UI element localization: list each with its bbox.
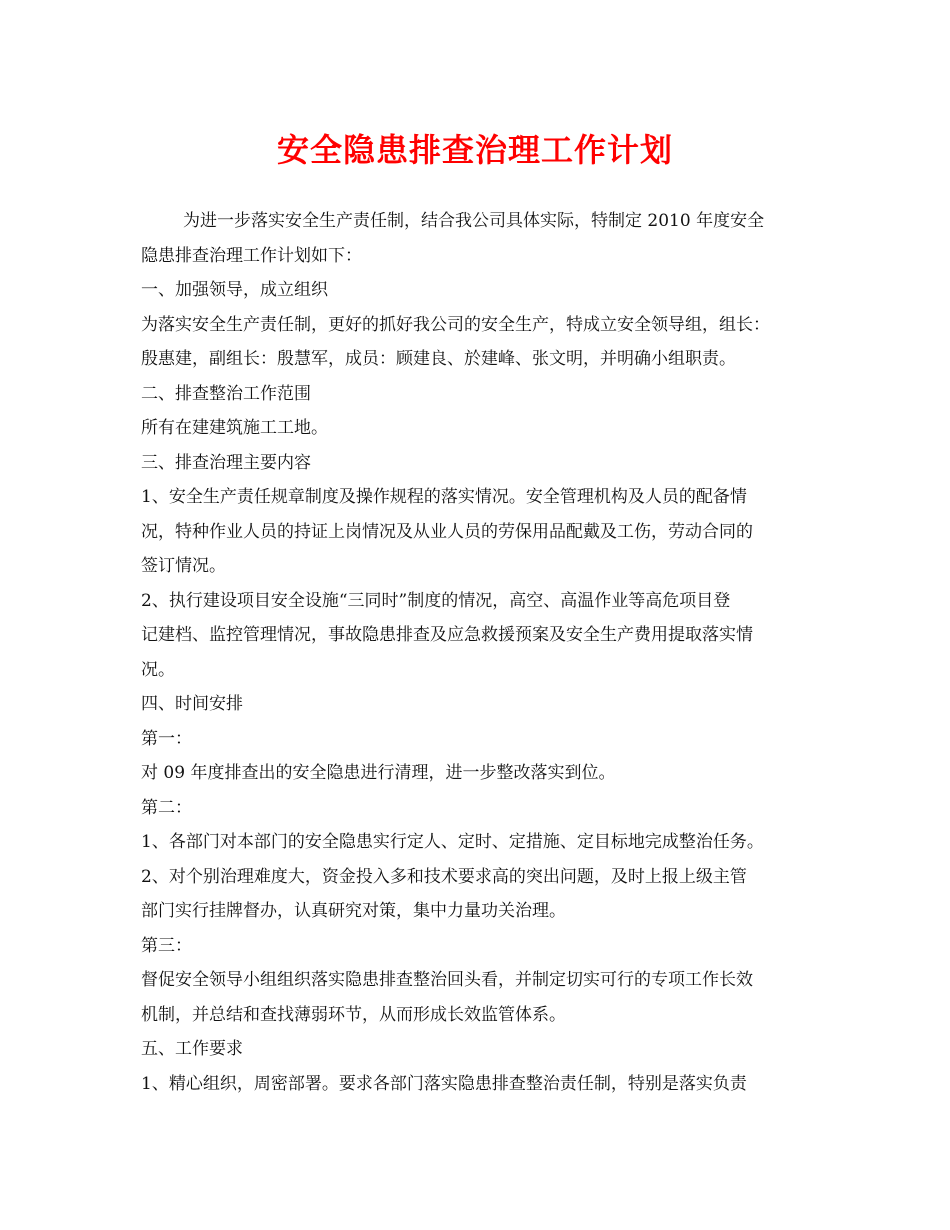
paragraph-line: 1、各部门对本部门的安全隐患实行定人、定时、定措施、定目标地完成整治任务。: [141, 832, 764, 852]
paragraph-line: 部门实行挂牌督办，认真研究对策，集中力量功关治理。: [141, 901, 566, 921]
paragraph-line: 2、执行建设项目安全设施“三同时”制度的情况，高空、高温作业等高危项目登: [141, 590, 731, 611]
section-heading: 四、时间安排: [141, 694, 243, 714]
paragraph-line: 2、对个别治理难度大，资金投入多和技术要求高的突出问题，及时上报上级主管: [141, 866, 747, 887]
paragraph-line: 为进一步落实安全生产责任制，结合我公司具体实际，特制定 2010 年度安全: [183, 211, 765, 231]
paragraph-line: 1、安全生产责任规章制度及操作规程的落实情况。安全管理机构及人员的配备情: [141, 487, 747, 507]
paragraph-line: 记建档、监控管理情况，事故隐患排查及应急救援预案及安全生产费用提取落实情: [141, 625, 753, 645]
paragraph-line: 签订情况。: [141, 556, 226, 576]
section-heading: 三、排查治理主要内容: [141, 452, 311, 473]
paragraph-line: 为落实安全生产责任制，更好的抓好我公司的安全生产，特成立安全领导组，组长：: [141, 314, 770, 335]
paragraph-line: 1、精心组织，周密部署。要求各部门落实隐患排查整治责任制，特别是落实负责: [141, 1073, 747, 1094]
subheading: 第一：: [141, 728, 192, 749]
section-heading: 五、工作要求: [141, 1039, 243, 1059]
paragraph-line: 况，特种作业人员的持证上岗情况及从业人员的劳保用品配戴及工伤，劳动合同的: [141, 521, 753, 542]
paragraph-line: 所有在建建筑施工工地。: [141, 418, 328, 438]
section-heading: 二、排查整治工作范围: [141, 383, 311, 404]
section-heading: 一、加强领导，成立组织: [141, 280, 328, 300]
subheading: 第二：: [141, 797, 192, 818]
paragraph-line: 殷惠建，副组长：殷慧军，成员：顾建良、於建峰、张文明，并明确小组职责。: [141, 349, 736, 369]
paragraph-line: 隐患排查治理工作计划如下：: [141, 245, 362, 266]
document-title: 安全隐患排查治理工作计划: [276, 131, 673, 169]
paragraph-line: 督促安全领导小组组织落实隐患排查整治回头看，并制定切实可行的专项工作长效: [141, 970, 753, 990]
paragraph-line: 机制，并总结和查找薄弱环节，从而形成长效监管体系。: [141, 1004, 566, 1025]
paragraph-line: 况。: [141, 659, 175, 680]
document-body: [141, 204, 831, 1101]
subheading: 第三：: [141, 935, 192, 956]
paragraph-line: 对 09 年度排查出的安全隐患进行清理，进一步整改落实到位。: [141, 763, 616, 783]
